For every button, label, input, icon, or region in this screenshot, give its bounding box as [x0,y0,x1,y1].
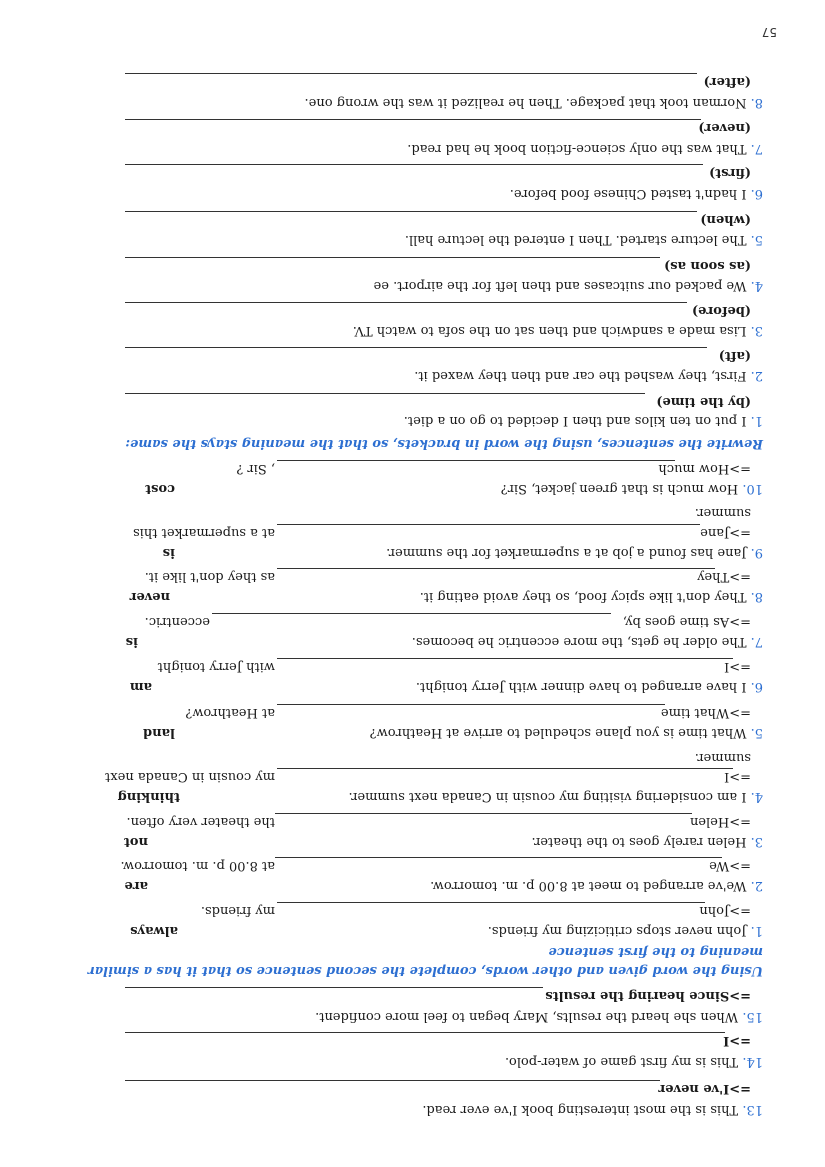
answer-prompt: =>I [723,1033,751,1048]
answer-ending: my cousin in Canada next [105,769,275,784]
exercise-item: 1. John never stops criticizing my friends. [487,923,763,938]
answer-line[interactable] [125,393,645,394]
answer-line[interactable] [125,1080,660,1081]
answer-continuation: summer. [694,505,751,520]
answer-prompt: =>They [697,569,751,584]
exercise-item: 2. First, they washed the car and then they waxed it. [414,368,763,383]
answer-line[interactable] [277,460,675,461]
answer-line[interactable] [277,568,715,569]
answer-line[interactable] [277,704,665,705]
answer-prompt: =>We [709,858,751,873]
key-word: (aft) [718,348,751,363]
key-word: are [124,878,148,893]
answer-prompt: =>I've never [658,1081,751,1096]
answer-line[interactable] [277,768,733,769]
answer-line[interactable] [125,302,687,303]
answer-line[interactable] [277,524,700,525]
answer-prompt: =>I [724,659,751,674]
exercise-item: 7. The older he gets, the more eccentric he becomes. [411,634,763,649]
answer-line[interactable] [125,987,543,988]
answer-ending: at Heathrow? [185,705,275,720]
key-word: (before) [691,303,751,318]
answer-line[interactable] [212,613,611,614]
key-word: not [123,834,148,849]
exercise-item: 5. The lecture started. Then I entered the lecture hall. [404,232,763,247]
answer-ending: as they don't like it. [144,569,275,584]
exercise-item: 3. Lisa made a sandwich and then sat on the sofa to watch TV. [352,323,763,338]
key-word: is [125,634,138,649]
key-word: is [162,545,175,560]
answer-ending: at a supermarket this [133,525,275,540]
answer-prompt: =>Helen [689,814,751,829]
answer-line[interactable] [275,857,722,858]
answer-prompt: =>What time [660,705,751,720]
key-word: (when) [700,212,751,227]
answer-line[interactable] [125,211,697,212]
key-word: thinking [117,789,180,804]
answer-line[interactable] [125,347,707,348]
section-instruction: meaning to the first sentence [548,944,763,959]
exercise-item: 15. When she heard the results, Mary began to feel more confident. [315,1009,763,1024]
section-instruction: Rewrite the sentences, using the word in brackets, so that the meaning stays the same: [125,436,763,451]
key-word: (after) [703,74,751,89]
answer-prompt: =>Since hearing the results [545,988,751,1003]
page-number: 57 [761,25,777,39]
answer-line[interactable] [125,73,697,74]
key-word: never [129,589,170,604]
section-instruction: Using the word given and other words, complete the second sentence so that it has a similar [87,963,763,978]
answer-prompt: =>How much [658,461,751,476]
key-word: always [130,923,178,938]
key-word: (never) [698,120,751,135]
answer-line[interactable] [125,1032,725,1033]
answer-prompt: =>As time goes by, [622,614,751,629]
exercise-item: 5. What time is you plane scheduled to arrive at Heathrow? [369,725,763,740]
exercise-item: 4. We packed our suitcases and then left for the airport. ee [373,278,763,293]
answer-ending: my friends. [200,903,275,918]
exercise-item: 13. This is the most interesting book I've ever read. [422,1102,763,1117]
answer-prompt: =>Jane [700,525,751,540]
exercise-item: 14. This is my first game of water-polo. [505,1054,763,1069]
key-word: cost [145,481,175,496]
key-word: am [129,679,152,694]
key-word: (first) [709,165,751,180]
key-word: land [143,725,175,740]
key-word: (as soon as) [664,258,751,273]
answer-ending: at 8.00 p. m. tomorrow. [120,858,275,873]
exercise-item: 4. I am considering visiting my cousin in Canada next summer. [348,789,763,804]
answer-line[interactable] [125,164,703,165]
exercise-item: 8. Norman took that package. Then he realized it was the wrong one. [304,95,763,110]
exercise-item: 3. Helen rarely goes to the theater. [531,834,763,849]
exercise-item: 8. They don't like spicy food, so they avoid eating it. [419,589,763,604]
exercise-item: 9. Jane has found a job at a supermarket for the summer. [386,545,763,560]
answer-prompt: =>John [699,903,751,918]
answer-ending: , Sir ? [236,461,275,476]
answer-ending: with Jerry tonight [157,659,275,674]
answer-prompt: =>I [724,769,751,784]
exercise-item: 2. We've arranged to meet at 8.00 p. m. tomorrow. [430,878,763,893]
exercise-item: 6. I hadn't tasted Chinese food before. [509,186,763,201]
answer-line[interactable] [277,658,733,659]
answer-line[interactable] [125,257,660,258]
exercise-item: 10. How much is that green jacket, Sir? [500,481,763,496]
answer-line[interactable] [275,813,692,814]
key-word: (by the time) [656,394,751,409]
answer-ending: eccentric. [144,614,210,629]
answer-line[interactable] [277,902,705,903]
answer-continuation: summer. [694,750,751,765]
exercise-item: 6. I have arranged to have dinner with Jerry tonight. [415,679,763,694]
answer-ending: the theater very often. [126,814,275,829]
answer-line[interactable] [125,119,701,120]
exercise-item: 7. That was the only science-fiction book he had read. [407,141,763,156]
exercise-item: 1. I put on ten kilos and then I decided to go on a diet. [403,413,763,428]
